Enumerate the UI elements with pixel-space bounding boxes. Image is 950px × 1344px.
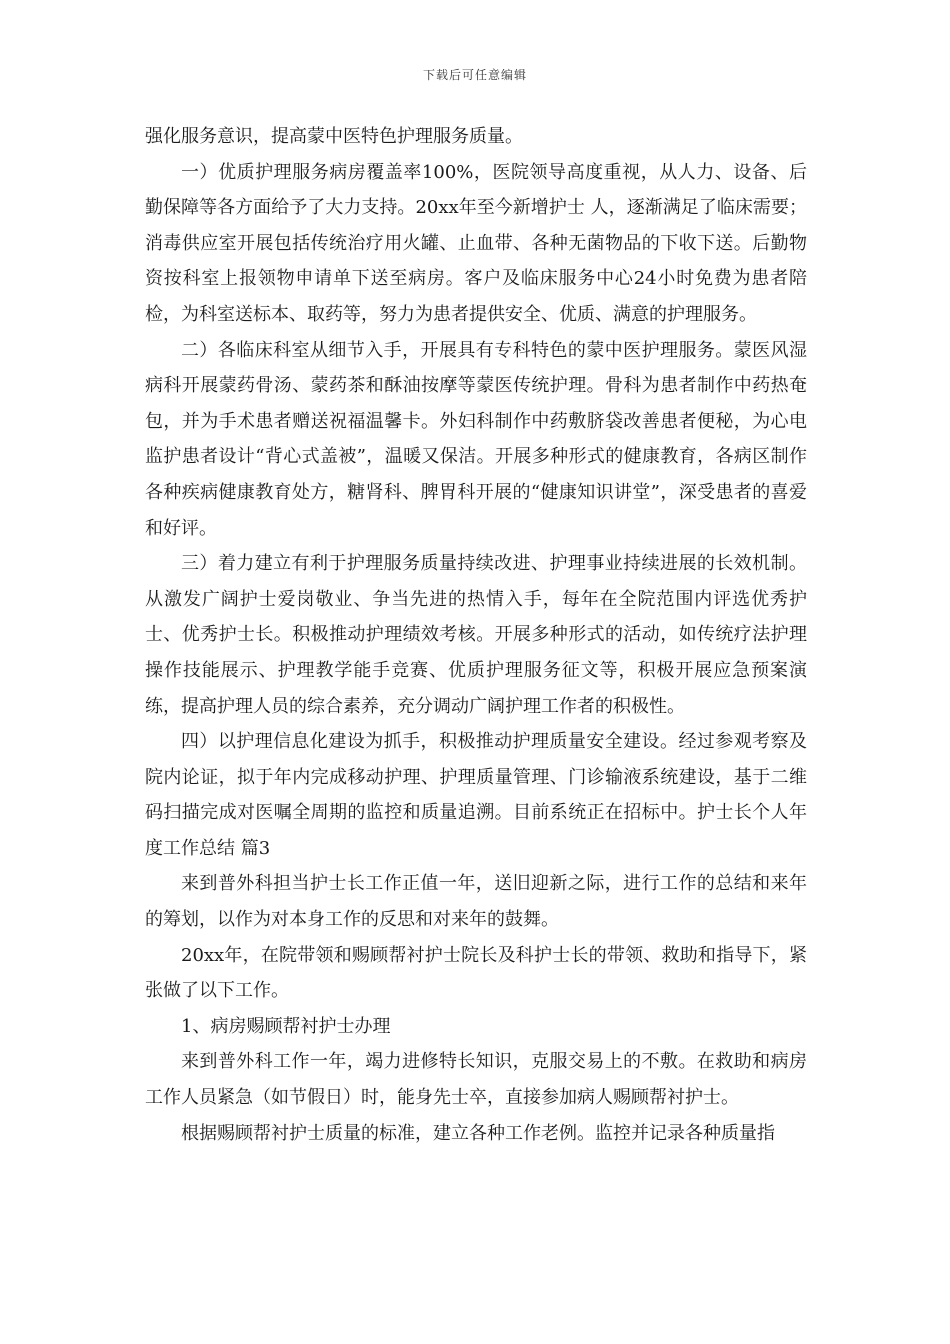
paragraph: 一）优质护理服务病房覆盖率100%，医院领导高度重视，从人力、设备、后勤保障等各方面给予了大力支持。20xx年至今新增护士 人，逐渐满足了临床需要；消毒供应室开展包括传统治疗用火罐、止血带、各种无菌物品的下收下送。后勤物资按科室上报领物申请单下送至病房。客户及临床服务中心24小时免费为患者陪检，为科室送标本、取药等，努力为患者提供安全、优质、满意的护理服务。 [145, 161, 807, 325]
paragraph: 强化服务意识，提高蒙中医特色护理服务质量。 [145, 126, 523, 147]
header-note: 下载后可任意编辑 [422, 68, 527, 82]
document-body [145, 119, 807, 1151]
paragraph: 20xx年，在院带领和赐顾帮衬护士院长及科护士长的带领、救助和指导下，紧张做了以下工作。 [145, 944, 807, 1002]
paragraph: 来到普外科工作一年，竭力进修特长知识，克服交易上的不敷。在救助和病房工作人员紧急（如节假日）时，能身先士卒，直接参加病人赐顾帮衬护士。 [145, 1051, 807, 1109]
section-heading: 1、病房赐顾帮衬护士办理 [181, 1015, 391, 1037]
paragraph: 二）各临床科室从细节入手，开展具有专科特色的蒙中医护理服务。蒙医风湿病科开展蒙药骨汤、蒙药茶和酥油按摩等蒙医传统护理。骨科为患者制作中药热奄包，并为手术患者赠送祝福温馨卡。外妇科制作中药敷脐袋改善患者便秘，为心电监护患者设计“背心式盖被”，温暖又保洁。开展多种形式的健康教育，各病区制作各种疾病健康教育处方，糖肾科、脾胃科开展的“健康知识讲堂”，深受患者的喜爱和好评。 [145, 339, 807, 539]
paragraph: 三）着力建立有利于护理服务质量持续改进、护理事业持续进展的长效机制。从激发广阔护士爱岗敬业、争当先进的热情入手，每年在全院范围内评选优秀护士、优秀护士长。积极推动护理绩效考核。开展多种形式的活动，如传统疗法护理操作技能展示、护理教学能手竞赛、优质护理服务征文等，积极开展应急预案演练，提高护理人员的综合素养，充分调动广阔护理工作者的积极性。 [145, 553, 807, 717]
paragraph: 四）以护理信息化建设为抓手，积极推动护理质量安全建设。经过参观考察及院内论证，拟于年内完成移动护理、护理质量管理、门诊输液系统建设，基于二维码扫描完成对医嘱全周期的监控和质量追溯。目前系统正在招标中。护士长个人年度工作总结 篇3 [145, 731, 807, 859]
paragraph: 来到普外科担当护士长工作正值一年，送旧迎新之际，进行工作的总结和来年的筹划，以作为对本身工作的反思和对来年的鼓舞。 [145, 873, 807, 931]
paragraph: 根据赐顾帮衬护士质量的标准，建立各种工作老例。监控并记录各种质量指 [181, 1122, 775, 1144]
